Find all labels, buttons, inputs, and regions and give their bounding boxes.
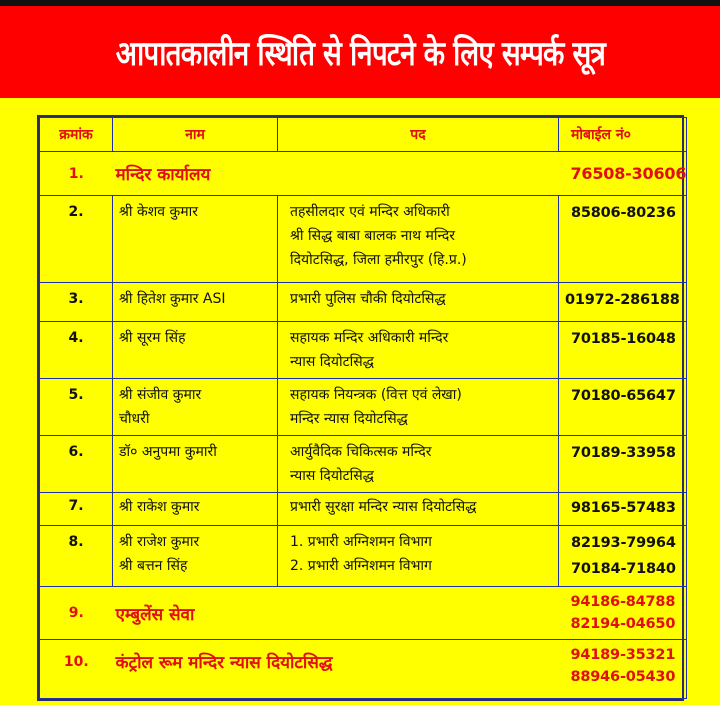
table-row: [40, 283, 687, 322]
serial-number: 8.: [40, 526, 113, 587]
serial-number: 7.: [40, 493, 113, 526]
contact-name: डॉ० अनुपमा कुमारी: [113, 436, 278, 493]
contact-table: [39, 117, 687, 699]
contact-post: प्रभारी सुरक्षा मन्दिर न्यास दियोटसिद्ध: [278, 493, 559, 526]
phone-number[interactable]: 70189-33958: [559, 436, 687, 493]
serial-number: 6.: [40, 436, 113, 493]
serial-number: 4.: [40, 322, 113, 379]
phone-number[interactable]: 98165-57483: [559, 493, 687, 526]
contact-name: श्री हितेश कुमार ASI: [113, 283, 278, 322]
serial-number: 5.: [40, 379, 113, 436]
contact-name: मन्दिर कार्यालय: [113, 152, 559, 196]
serial-number: 9.: [40, 587, 113, 640]
column-header-post: पद: [278, 118, 559, 152]
serial-number: 3.: [40, 283, 113, 322]
phone-number[interactable]: 70185-16048: [559, 322, 687, 379]
phone-number[interactable]: 94189-35321 88946-05430: [559, 640, 687, 699]
serial-number: 1.: [40, 152, 113, 196]
contact-name: श्री राकेश कुमार: [113, 493, 278, 526]
table-row: [40, 587, 687, 640]
contact-post: प्रभारी पुलिस चौकी दियोटसिद्ध: [278, 283, 559, 322]
contact-post: सहायक नियन्त्रक (वित्त एवं लेखा) मन्दिर न्यास दियोटसिद्ध: [278, 379, 559, 436]
serial-number: 2.: [40, 196, 113, 283]
table-row: [40, 152, 687, 196]
column-header-name: नाम: [113, 118, 278, 152]
column-header-mobile: मोबाईल नं०: [559, 118, 687, 152]
contact-name: कंट्रोल रूम मन्दिर न्यास दियोटसिद्ध: [113, 640, 559, 699]
contact-name: श्री केशव कुमार: [113, 196, 278, 283]
phone-number[interactable]: 70180-65647: [559, 379, 687, 436]
contact-post: सहायक मन्दिर अधिकारी मन्दिर न्यास दियोटसिद्ध: [278, 322, 559, 379]
table-header-row: [40, 118, 687, 152]
table-row: [40, 379, 687, 436]
table-row: [40, 493, 687, 526]
contact-post: आर्युवैदिक चिकित्सक मन्दिर न्यास दियोटसिद्ध: [278, 436, 559, 493]
contact-name: श्री सूरम सिंह: [113, 322, 278, 379]
serial-number: 10.: [40, 640, 113, 699]
phone-number[interactable]: 94186-84788 82194-04650: [559, 587, 687, 640]
contact-post: 1. प्रभारी अग्निशमन विभाग 2. प्रभारी अग्निशमन विभाग: [278, 526, 559, 587]
phone-number[interactable]: 82193-79964 70184-71840: [559, 526, 687, 587]
contact-table-frame: [37, 115, 687, 701]
table-row: [40, 196, 687, 283]
phone-number[interactable]: 76508-30606: [559, 152, 687, 196]
contact-name: श्री संजीव कुमार चौधरी: [113, 379, 278, 436]
table-row: [40, 526, 687, 587]
phone-number[interactable]: 85806-80236: [559, 196, 687, 283]
contact-name: एम्बुलेंस सेवा: [113, 587, 559, 640]
column-header-serial: क्रमांक: [40, 118, 113, 152]
table-row: [40, 322, 687, 379]
contact-name: श्री राजेश कुमार श्री बत्तन सिंह: [113, 526, 278, 587]
table-row: [40, 640, 687, 699]
contact-post: तहसीलदार एवं मन्दिर अधिकारी श्री सिद्ध बाबा बालक नाथ मन्दिर दियोटसिद्ध, जिला हमीरपुर (हि.प्र.): [278, 196, 559, 283]
table-row: [40, 436, 687, 493]
page-title: आपातकालीन स्थिति से निपटने के लिए सम्पर्क सूत्र: [115, 34, 605, 74]
title-banner: [0, 6, 720, 98]
phone-number[interactable]: 01972-286188: [559, 283, 687, 322]
